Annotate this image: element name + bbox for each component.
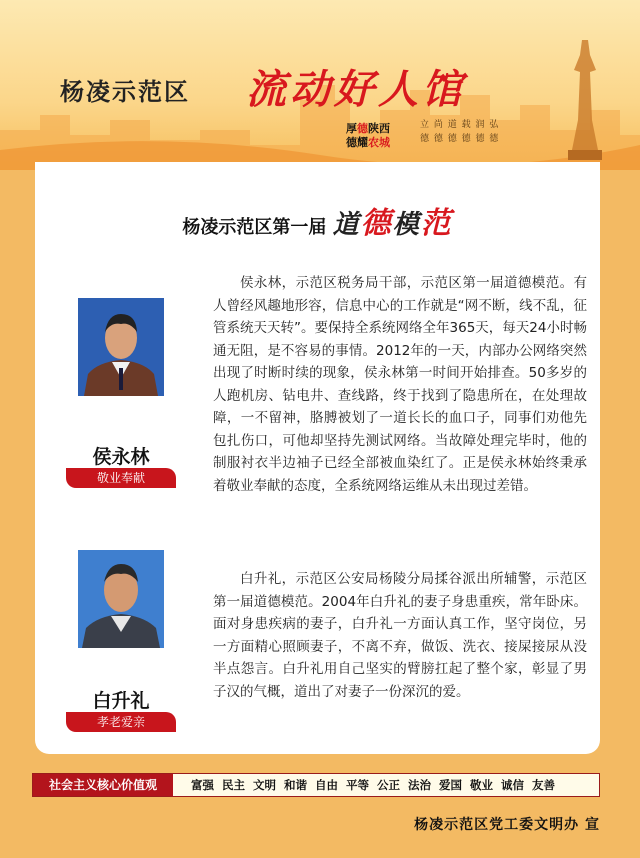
page-title: 杨凌示范区第一届 道德模范 (182, 206, 453, 241)
header-banner (0, 0, 640, 170)
person-portrait-icon (78, 298, 164, 396)
person-badge-1: 敬业奉献 (66, 468, 176, 488)
slogan: 厚德陕西 德耀农城 (346, 122, 390, 149)
brand-region-name: 杨凌示范区 (60, 78, 190, 106)
footer-issuer: 杨凌示范区党工委文明办 宣 (414, 817, 600, 833)
person-name-1: 侯永林 (92, 446, 150, 468)
person-portrait-icon (78, 550, 164, 648)
statue-icon (560, 30, 610, 160)
core-values-label: 社会主义核心价值观 (33, 774, 173, 796)
portrait-photo-1 (78, 298, 164, 396)
person-badge-2: 孝老爱亲 (66, 712, 176, 732)
virtue-words: 立 尚 道 载 润 弘 德 德 德 德 德 德 (420, 120, 500, 144)
person-bio-2: 白升礼，示范区公安局杨陵分局揉谷派出所辅警，示范区第一届道德模范。2004年白升礼的妻子身患重疾，常年卧床。面对身患疾病的妻子，白升礼一方面认真工作，坚守岗位，另一方面精心照顾妻子，不离不弃，做饭、洗衣、接屎接尿从没半点怨言。白升礼用自己坚实的臂膀扛起了整个家，彰显了男子汉的气概，道出了对妻子一份深沉的爱。 (213, 571, 587, 700)
core-values-list: 富强 民主 文明 和谐 自由 平等 公正 法治 爱国 敬业 诚信 友善 (191, 778, 556, 792)
portrait-photo-2 (78, 550, 164, 648)
person-name-2: 白升礼 (92, 690, 150, 712)
content-card (35, 162, 600, 754)
person-bio-1: 侯永林，示范区税务局干部，示范区第一届道德模范。有人曾经风趣地形容，信息中心的工作就是“网不断，线不乱，征管系统天天转”。要保持全系统网络全年365天，每天24小时畅通无阻，是不容易的事情。2012年的一天，内部办公网络突然出现了时断时续的现象，侯永林第一时间开始排查。50多岁的人跑机房、钻电井、查线路，终于找到了隐患所在，在处理故障，一不留神，胳膊被划了一道长长的血口子，同事们劝他先包扎伤口，可他却坚持先测试网络。当故障处理完毕时，他的制服衬衣半边袖子已经全部被血染红了。正是侯永林始终秉承着敬业奉献的态度，全系统网络运维从未出现过差错。 (213, 275, 587, 494)
brand-hall-title: 流动好人馆 (246, 66, 466, 113)
core-values-bar (32, 773, 600, 797)
